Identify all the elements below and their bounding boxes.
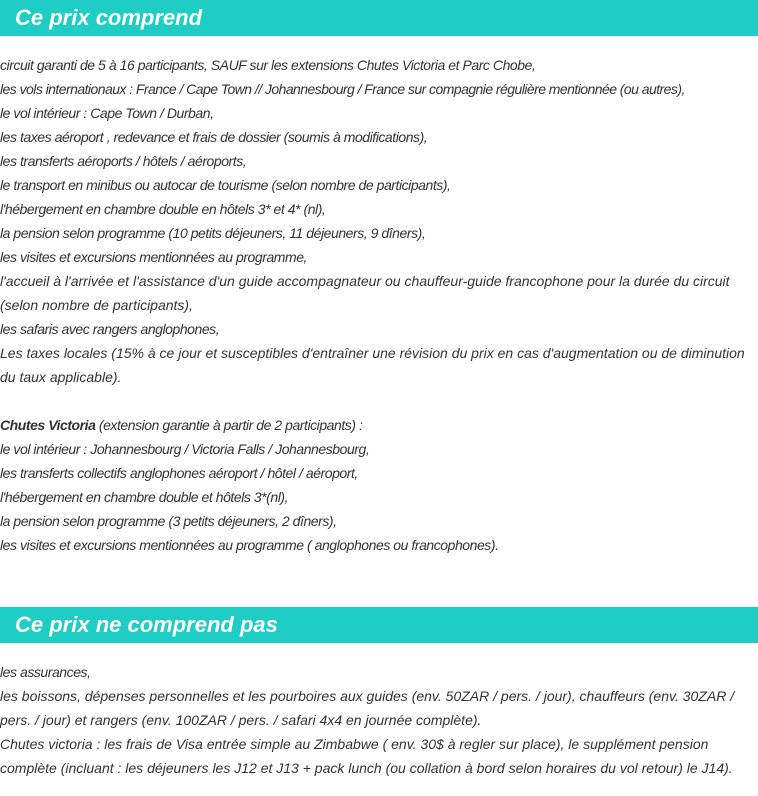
- list-item: les visites et excursions mentionnées au programme ( anglophones ou francophones).: [0, 537, 499, 553]
- list-item: l'hébergement en chambre double en hôtels 3* et 4* (nl),: [0, 201, 326, 217]
- list-item: circuit garanti de 5 à 16 participants, SAUF sur les extensions Chutes Victoria et Parc Chobe,: [0, 57, 536, 73]
- list-item: le vol intérieur : Cape Town / Durban,: [0, 105, 214, 121]
- list-item: Chutes victoria : les frais de Visa entrée simple au Zimbabwe ( env. 30$ à regler sur place), le supplément pension complète (incluant : les déjeuners les J12 et J13 + pack lunch (ou collation à bord selon horaires du vol retour) le J14).: [0, 736, 733, 776]
- list-item: les transferts collectifs anglophones aéroport / hôtel / aéroport,: [0, 465, 358, 481]
- list-item: les safaris avec rangers anglophones,: [0, 321, 220, 337]
- list-item: les taxes aéroport , redevance et frais de dossier (soumis à modifications),: [0, 129, 428, 145]
- list-item: les visites et excursions mentionnées au programme,: [0, 249, 307, 265]
- included-list: [0, 53, 758, 557]
- victoria-heading: Chutes Victoria: [0, 417, 96, 433]
- list-item: la pension selon programme (3 petits déjeuners, 2 dîners),: [0, 513, 337, 529]
- list-item: le transport en minibus ou autocar de tourisme (selon nombre de participants),: [0, 177, 451, 193]
- list-item: l'accueil à l'arrivée et l'assistance d'un guide accompagnateur ou chauffeur-guide francophone pour la durée du circuit (selon nombre de participants),: [0, 273, 730, 313]
- list-item: la pension selon programme (10 petits déjeuners, 11 déjeuners, 9 dîners),: [0, 225, 426, 241]
- list-item: le vol intérieur : Johannesbourg / Victoria Falls / Johannesbourg,: [0, 441, 370, 457]
- section-banner-included: [0, 0, 758, 36]
- list-item: Les taxes locales (15% à ce jour et susceptibles d'entraîner une révision du prix en cas d'augmentation ou de diminution du taux applicable).: [0, 345, 745, 385]
- list-item: les assurances,: [0, 664, 91, 680]
- section-title-included: Ce prix comprend: [15, 5, 203, 30]
- victoria-heading-line: [0, 413, 758, 437]
- list-item: l'hébergement en chambre double et hôtels 3*(nl),: [0, 489, 289, 505]
- section-banner-not-included: [0, 607, 758, 643]
- list-item: les transferts aéroports / hôtels / aéroports,: [0, 153, 247, 169]
- section-title-not-included: Ce prix ne comprend pas: [15, 612, 278, 637]
- victoria-heading-note: (extension garantie à partir de 2 participants) :: [95, 417, 363, 433]
- not-included-list: [0, 660, 758, 780]
- list-item: les boissons, dépenses personnelles et les pourboires aux guides (env. 50ZAR / pers. / jour), chauffeurs (env. 30ZAR / pers. / jour) et rangers (env. 100ZAR / pers. / safari 4x4 en journée complète).: [0, 688, 735, 728]
- list-item: les vols internationaux : France / Cape Town // Johannesbourg / France sur compagnie régulière mentionnée (ou autres),: [0, 81, 685, 97]
